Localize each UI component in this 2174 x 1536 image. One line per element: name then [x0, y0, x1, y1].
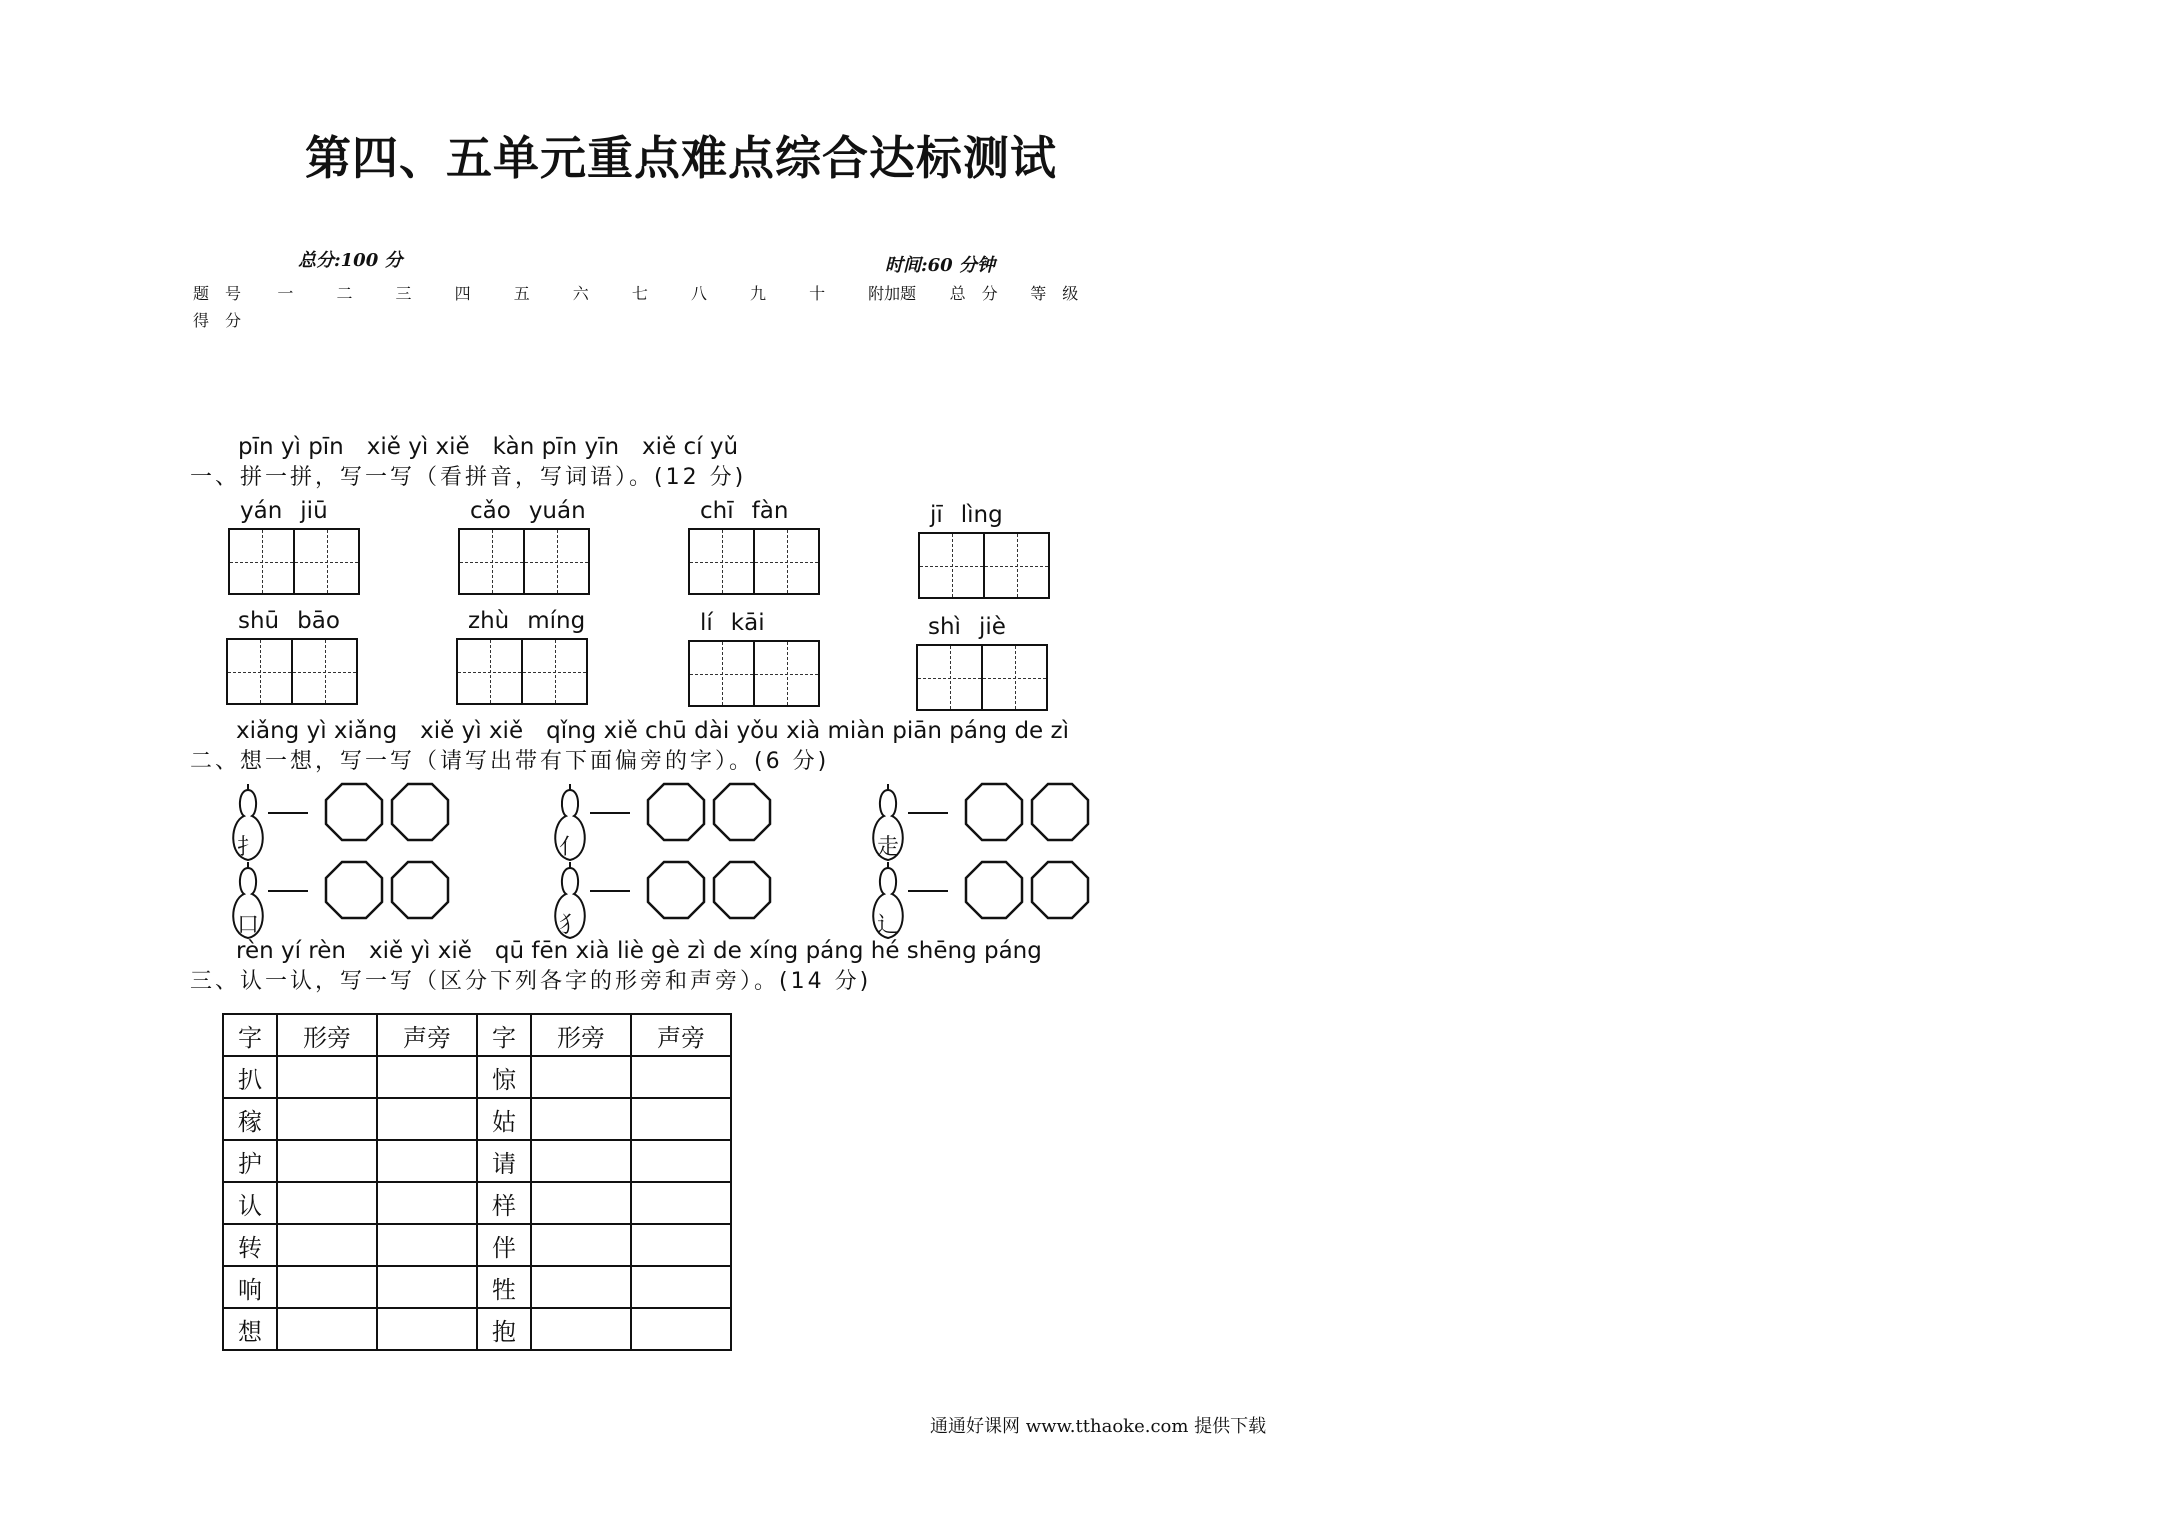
- score-input-row: [192, 307, 1108, 332]
- score-cell[interactable]: [749, 307, 806, 332]
- answer-cell[interactable]: [631, 1056, 731, 1098]
- header-cell: 声旁: [631, 1014, 731, 1056]
- radical-label: 犭: [558, 913, 581, 938]
- score-header-cell: 十: [809, 284, 826, 303]
- radical-label: 辶: [876, 913, 899, 938]
- score-cell[interactable]: [631, 307, 688, 332]
- octagon-answer-box[interactable]: [324, 860, 384, 920]
- char-cell: 姑: [477, 1098, 531, 1140]
- answer-cell[interactable]: [277, 1098, 377, 1140]
- total-score: 总分:100 分: [298, 250, 403, 271]
- answer-cell[interactable]: [377, 1056, 477, 1098]
- q3-heading: 三、认一认，写一写（区分下列各字的形旁和声旁）。(14 分): [190, 969, 872, 994]
- word-pinyin: [470, 498, 586, 524]
- answer-cell[interactable]: [631, 1266, 731, 1308]
- char-cell: 护: [223, 1140, 277, 1182]
- score-cell[interactable]: [572, 307, 629, 332]
- syllable: fàn: [751, 498, 789, 524]
- syllable: yuán: [528, 498, 586, 524]
- tianzige-cell[interactable]: [228, 528, 295, 595]
- tianzige-cell[interactable]: [688, 528, 755, 595]
- score-cell[interactable]: [949, 307, 1028, 332]
- syllable: yán: [240, 498, 283, 524]
- syllable: shū: [238, 608, 280, 634]
- time-limit: 时间:60 分钟: [885, 255, 995, 276]
- syllable: míng: [527, 608, 586, 634]
- word-pinyin: [928, 614, 1006, 640]
- answer-cell[interactable]: [631, 1224, 731, 1266]
- score-header-cell: 五: [513, 284, 530, 303]
- score-header-cell: 八: [690, 284, 707, 303]
- q3-pinyin: rèn yí rèn xiě yì xiě qū fēn xià liè gè zì de xíng páng hé shēng páng: [236, 938, 1042, 964]
- char-cell: 认: [223, 1182, 277, 1224]
- table-row: [223, 1224, 731, 1266]
- score-header-cell: 三: [395, 284, 412, 303]
- answer-cell[interactable]: [631, 1140, 731, 1182]
- score-grid: [190, 278, 1110, 334]
- table-row: [223, 1308, 731, 1350]
- header-cell: 字: [477, 1014, 531, 1056]
- answer-cell[interactable]: [377, 1308, 477, 1350]
- octagon-answer-box[interactable]: [1030, 782, 1090, 842]
- tianzige-pair: [458, 528, 590, 595]
- radical-label: 走: [876, 835, 899, 860]
- tianzige-pair: [456, 638, 588, 705]
- syllable: lí: [700, 610, 713, 636]
- word-pinyin: [930, 502, 1003, 528]
- answer-cell[interactable]: [377, 1098, 477, 1140]
- word-pinyin: [700, 610, 765, 636]
- q1-heading: 一、拼一拼，写一写（看拼音，写词语）。(12 分): [190, 465, 747, 490]
- answer-cell[interactable]: [377, 1182, 477, 1224]
- tianzige-pair: [918, 532, 1050, 599]
- syllable: zhù: [468, 608, 510, 634]
- char-cell: 抱: [477, 1308, 531, 1350]
- tianzige-cell[interactable]: [523, 528, 590, 595]
- answer-cell[interactable]: [277, 1182, 377, 1224]
- table-row: [223, 1056, 731, 1098]
- word-pinyin: [700, 498, 788, 524]
- word-pinyin: [240, 498, 328, 524]
- octagon-answer-box[interactable]: [324, 782, 384, 842]
- answer-cell[interactable]: [531, 1140, 631, 1182]
- syllable: shì: [928, 614, 961, 640]
- answer-cell[interactable]: [631, 1308, 731, 1350]
- char-cell: 想: [223, 1308, 277, 1350]
- answer-cell[interactable]: [277, 1056, 377, 1098]
- octagon-answer-box[interactable]: [964, 782, 1024, 842]
- score-cell[interactable]: [513, 307, 570, 332]
- answer-cell[interactable]: [631, 1098, 731, 1140]
- char-cell: 转: [223, 1224, 277, 1266]
- syllable: kāi: [730, 610, 765, 636]
- score-cell[interactable]: [454, 307, 511, 332]
- score-header-cell: 附加题: [868, 284, 917, 303]
- connector-line: [268, 890, 308, 892]
- header-cell: 形旁: [277, 1014, 377, 1056]
- octagon-answer-box[interactable]: [712, 782, 772, 842]
- tianzige-cell[interactable]: [293, 528, 360, 595]
- radical-label: 口: [236, 913, 259, 938]
- answer-cell[interactable]: [277, 1224, 377, 1266]
- connector-line: [908, 812, 948, 814]
- tianzige-pair: [226, 638, 358, 705]
- score-header-row: [192, 280, 1108, 305]
- syllable: bāo: [297, 608, 340, 634]
- answer-cell[interactable]: [531, 1182, 631, 1224]
- score-row-label: 得 分: [193, 311, 242, 330]
- score-cell[interactable]: [808, 307, 865, 332]
- char-cell: 伴: [477, 1224, 531, 1266]
- table-row: [223, 1140, 731, 1182]
- page-title: 第四、五单元重点难点综合达标测试: [305, 131, 1057, 185]
- score-table: [190, 278, 1110, 383]
- tianzige-pair: [916, 644, 1048, 711]
- answer-cell[interactable]: [531, 1098, 631, 1140]
- answer-cell[interactable]: [277, 1266, 377, 1308]
- syllable: jī: [930, 502, 943, 528]
- octagon-answer-box[interactable]: [1030, 860, 1090, 920]
- tianzige-cell[interactable]: [981, 644, 1048, 711]
- tianzige-cell[interactable]: [753, 528, 820, 595]
- char-cell: 稼: [223, 1098, 277, 1140]
- word-pinyin: [238, 608, 340, 634]
- tianzige-cell[interactable]: [918, 532, 985, 599]
- connector-line: [908, 890, 948, 892]
- score-header-cell: 二: [336, 284, 353, 303]
- tianzige-cell[interactable]: [753, 640, 820, 707]
- syllable: chī: [700, 498, 734, 524]
- tianzige-cell[interactable]: [688, 640, 755, 707]
- octagon-answer-box[interactable]: [712, 860, 772, 920]
- char-cell: 扒: [223, 1056, 277, 1098]
- answer-cell[interactable]: [531, 1056, 631, 1098]
- header-cell: 声旁: [377, 1014, 477, 1056]
- score-header-cell: 六: [572, 284, 589, 303]
- tianzige-cell[interactable]: [521, 638, 588, 705]
- word-pinyin: [468, 608, 585, 634]
- radical-table: [222, 1013, 732, 1351]
- connector-line: [590, 890, 630, 892]
- header-cell: 字: [223, 1014, 277, 1056]
- octagon-answer-box[interactable]: [646, 782, 706, 842]
- tianzige-cell[interactable]: [458, 528, 525, 595]
- char-cell: 请: [477, 1140, 531, 1182]
- score-cell[interactable]: [276, 307, 333, 332]
- score-cell[interactable]: [395, 307, 452, 332]
- footer-credit: 通通好课网 www.tthaoke.com 提供下载: [930, 1416, 1267, 1437]
- answer-cell[interactable]: [531, 1266, 631, 1308]
- tianzige-cell[interactable]: [916, 644, 983, 711]
- char-cell: 惊: [477, 1056, 531, 1098]
- tianzige-cell[interactable]: [983, 532, 1050, 599]
- answer-cell[interactable]: [277, 1308, 377, 1350]
- tianzige-cell[interactable]: [226, 638, 293, 705]
- connector-line: [590, 812, 630, 814]
- answer-cell[interactable]: [377, 1266, 477, 1308]
- score-header-cell: 一: [277, 284, 294, 303]
- answer-cell[interactable]: [531, 1224, 631, 1266]
- tianzige-pair: [228, 528, 360, 595]
- answer-cell[interactable]: [631, 1182, 731, 1224]
- header-cell: 形旁: [531, 1014, 631, 1056]
- score-header-cell: 等 级: [1030, 284, 1079, 303]
- answer-cell[interactable]: [377, 1140, 477, 1182]
- score-cell[interactable]: [690, 307, 747, 332]
- q1-pinyin: pīn yì pīn xiě yì xiě kàn pīn yīn xiě cí yǔ: [238, 434, 739, 460]
- char-cell: 响: [223, 1266, 277, 1308]
- tianzige-cell[interactable]: [291, 638, 358, 705]
- octagon-answer-box[interactable]: [646, 860, 706, 920]
- score-header-cell: 七: [631, 284, 648, 303]
- table-row: [223, 1098, 731, 1140]
- tianzige-pair: [688, 528, 820, 595]
- char-cell: 牲: [477, 1266, 531, 1308]
- score-cell[interactable]: [335, 307, 392, 332]
- q2-heading: 二、想一想，写一写（请写出带有下面偏旁的字）。(6 分): [190, 749, 830, 774]
- octagon-answer-box[interactable]: [964, 860, 1024, 920]
- answer-cell[interactable]: [277, 1140, 377, 1182]
- char-cell: 样: [477, 1182, 531, 1224]
- answer-cell[interactable]: [531, 1308, 631, 1350]
- answer-cell[interactable]: [377, 1224, 477, 1266]
- score-header-cell: 四: [454, 284, 471, 303]
- syllable: jiè: [978, 614, 1006, 640]
- octagon-answer-box[interactable]: [390, 860, 450, 920]
- score-cell[interactable]: [867, 307, 946, 332]
- tianzige-pair: [688, 640, 820, 707]
- syllable: jiū: [300, 498, 328, 524]
- score-header-cell: 总 分: [949, 284, 998, 303]
- q2-pinyin: xiǎng yì xiǎng xiě yì xiě qǐng xiě chū dài yǒu xià miàn piān páng de zì: [236, 718, 1069, 744]
- score-header-cell: 九: [750, 284, 767, 303]
- tianzige-cell[interactable]: [456, 638, 523, 705]
- syllable: lìng: [960, 502, 1003, 528]
- octagon-answer-box[interactable]: [390, 782, 450, 842]
- table-row: [223, 1266, 731, 1308]
- radical-label: 扌: [236, 835, 259, 860]
- syllable: cǎo: [470, 498, 511, 524]
- radical-label: 亻: [558, 835, 581, 860]
- table-row: [223, 1182, 731, 1224]
- connector-line: [268, 812, 308, 814]
- radical-table-header: [223, 1014, 731, 1056]
- score-cell[interactable]: [1029, 307, 1108, 332]
- score-header-cell: 题 号: [193, 284, 242, 303]
